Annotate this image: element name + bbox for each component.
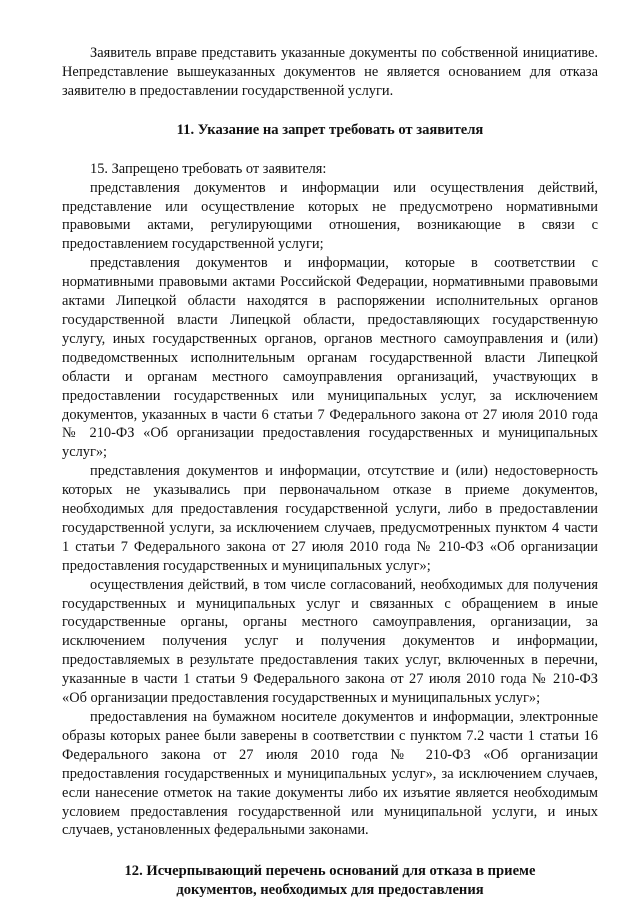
paragraph-item-15: 15. Запрещено требовать от заявителя:	[90, 160, 327, 177]
paragraph-prohibition-2: представления документов и информации, которые в соответствии с нормативными правовыми актами Российской Федерации, нормативными правовыми актами Липецкой области находятся в распоряжении исполнительных органов государственной власти Липецкой области, предоставляющих государственную услугу, иных государственных органов, органов местного самоуправления и (или) подведомственных исполнительным органам государственной власти Липецкой области и органам местного самоуправления организаций, участвующих в предоставлении государственных или муниципальных услуг, за исключением документов, указанных в части 6 статьи 7 Федерального закона от 27 июля 2010 года № 210-ФЗ «Об организации предоставления государственных и муниципальных услуг»;	[62, 255, 598, 461]
paragraph-prohibition-1: представления документов и информации или осуществления действий, представление или осуществление которых не предусмотрено нормативными правовыми актами, регулирующими отношения, возникающие в связи с предоставлением государственной услуги;	[62, 179, 598, 253]
section-11-heading: 11. Указание на запрет требовать от заявителя	[176, 121, 484, 138]
paragraph-applicant-right: Заявитель вправе представить указанные документы по собственной инициативе. Непредставление вышеуказанных документов не является основанием для отказа заявителю в предоставлении государственной услуги.	[62, 45, 598, 99]
section-12-heading: 12. Исчерпывающий перечень оснований для отказа в приеме документов, необходимых для предоставления	[124, 863, 536, 899]
paragraph-prohibition-5: предоставления на бумажном носителе документов и информации, электронные образы которых ранее были заверены в соответствии с пунктом 7.2 части 1 статьи 16 Федерального закона от 27 июля 2010 года № 210-ФЗ «Об организации предоставления государственных и муниципальных услуг», за исключением случаев, если нанесение отметок на такие документы либо их изъятие является необходимым условием предоставления государственной или муниципальной услуги, и иных случаев, установленных федеральными законами.	[62, 709, 598, 839]
paragraph-prohibition-3: представления документов и информации, отсутствие и (или) недостоверность которых не указывались при первоначальном отказе в приеме документов, необходимых для предоставления государственной услуги, либо в предоставлении государственной услуги, за исключением случаев, предусмотренных пунктом 4 части 1 статьи 7 Федерального закона от 27 июля 2010 года № 210-ФЗ «Об организации предоставления государственных и муниципальных услуг»;	[62, 463, 598, 574]
paragraph-prohibition-4: осуществления действий, в том числе согласований, необходимых для получения государственных и муниципальных услуг и связанных с обращением в иные государственные органы, органы местного самоуправления, организации, за исключением получения услуг и получения документов и информации, предоставляемых в результате предоставления таких услуг, включенных в перечни, указанные в части 1 статьи 9 Федерального закона от 27 июля 2010 года № 210-ФЗ «Об организации предоставления государственных и муниципальных услуг»;	[62, 576, 598, 707]
